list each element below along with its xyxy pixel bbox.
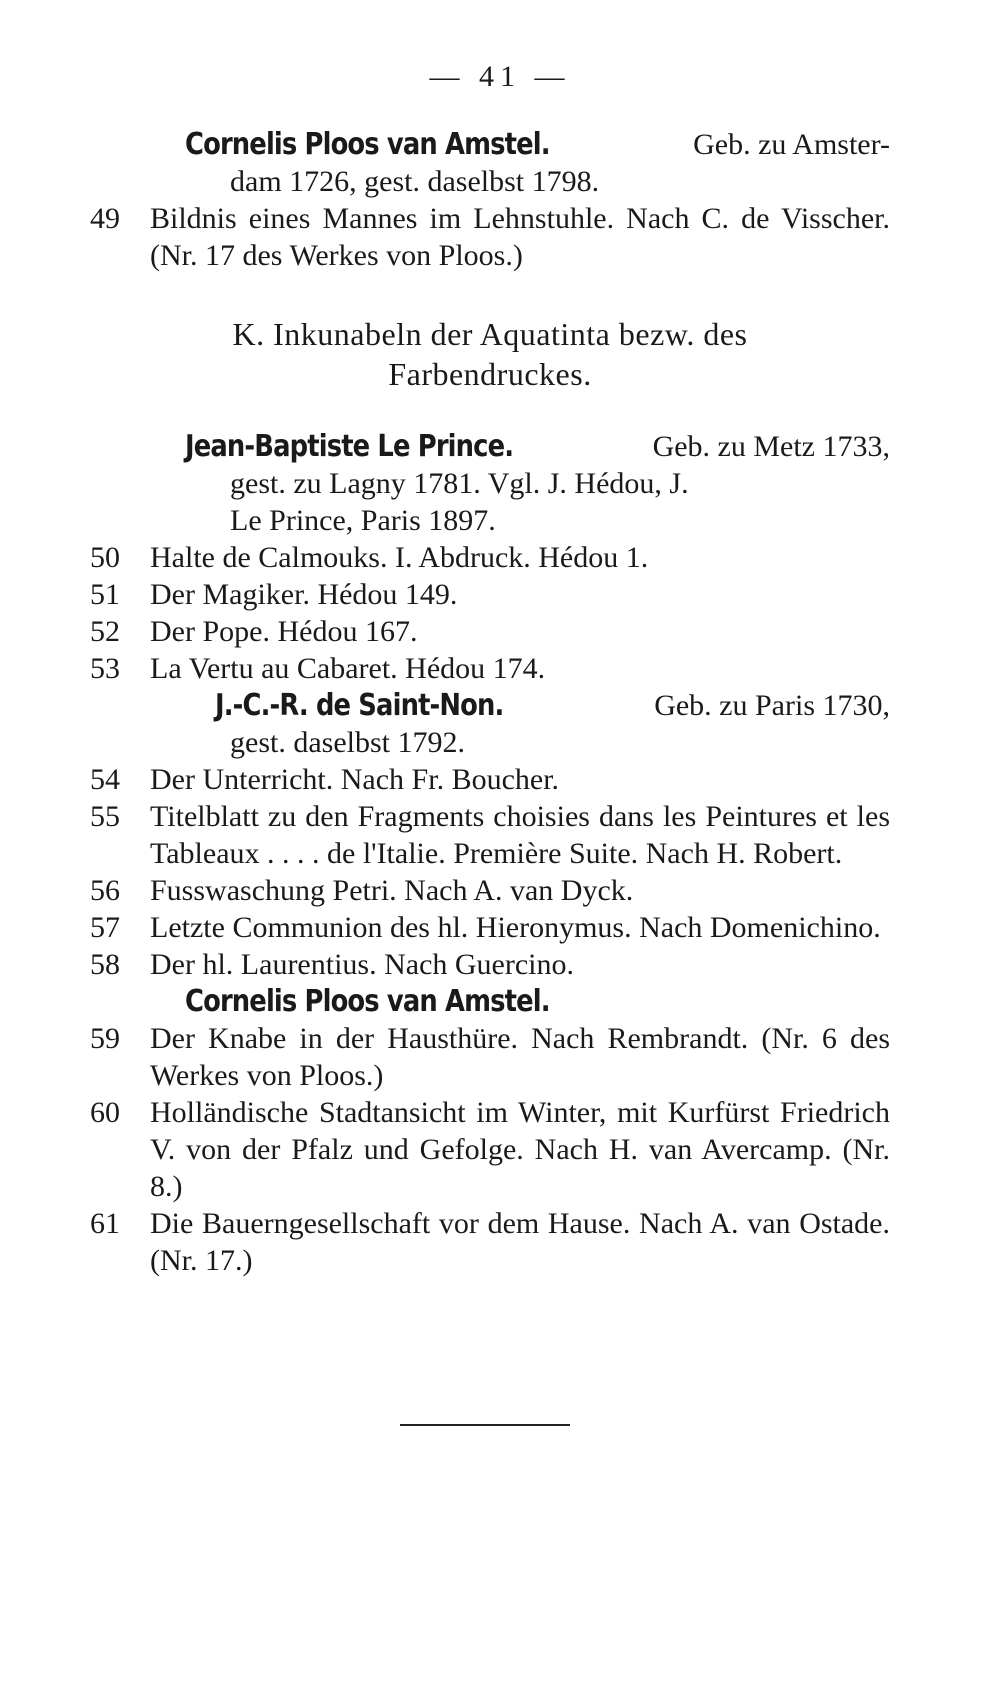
catalog-entry (90, 909, 890, 946)
artist-heading-le-prince (90, 428, 890, 465)
entry-number: 57 (90, 911, 120, 944)
artist-name: Jean-Baptiste Le Prince. (185, 429, 514, 464)
artist-dates: Geb. zu Paris 1730, (654, 689, 890, 722)
entry-text: Bildnis eines Mannes im Lehnstuhle. Nach C. de Visscher. (Nr. 17 des Werkes von Ploos.) (150, 202, 890, 272)
artist-name: J.-C.-R. de Saint-Non. (215, 688, 504, 723)
catalog-entry (90, 798, 890, 872)
catalog-entry (90, 1094, 890, 1205)
artist-heading-ploos-2 (90, 983, 890, 1020)
section-title-line: Farbendruckes. (388, 356, 592, 392)
section-title-line: K. Inkunabeln der Aquatinta bezw. des (232, 316, 748, 352)
entry-text: Die Bauerngesellschaft vor dem Hause. Nach A. van Ostade. (Nr. 17.) (150, 1207, 890, 1277)
entry-number: 49 (90, 202, 120, 235)
entry-number: 60 (90, 1096, 120, 1129)
section-title (90, 314, 890, 394)
entry-text: Fusswaschung Petri. Nach A. van Dyck. (150, 874, 634, 907)
artist-dates-cont: dam 1726, gest. daselbst 1798. (230, 165, 600, 198)
entry-text: Der Knabe in der Hausthüre. Nach Rembrandt. (Nr. 6 des Werkes von Ploos.) (150, 1022, 890, 1092)
catalog-entry (90, 1020, 890, 1094)
artist-name: Cornelis Ploos van Amstel. (185, 127, 550, 162)
artist-dates: Geb. zu Amster- (693, 128, 890, 161)
entry-text: Der hl. Laurentius. Nach Guercino. (150, 948, 575, 981)
entry-number: 58 (90, 948, 120, 981)
catalog-entry (90, 200, 890, 274)
entry-number: 59 (90, 1022, 120, 1055)
entry-text: Titelblatt zu den Fragments choisies dans les Peintures et les Tableaux . . . . de l'Italie. Première Suite. Nach H. Robert. (150, 800, 890, 870)
entry-number: 50 (90, 541, 120, 574)
entry-text: Der Pope. Hédou 167. (150, 615, 418, 648)
entry-number: 61 (90, 1207, 120, 1240)
entry-text: Holländische Stadtansicht im Winter, mit Kurfürst Friedrich V. von der Pfalz und Gefolge. Nach H. van Avercamp. (Nr. 8.) (150, 1096, 890, 1203)
artist-name: Cornelis Ploos van Amstel. (185, 984, 550, 1019)
page-number: — 41 — (429, 60, 571, 93)
entry-number: 53 (90, 652, 120, 685)
entry-number: 54 (90, 763, 120, 796)
catalog-entry (90, 1205, 890, 1279)
entry-number: 51 (90, 578, 120, 611)
artist-heading-ploos-1 (90, 126, 890, 163)
artist-dates: Geb. zu Metz 1733, (652, 430, 890, 463)
entry-text: Halte de Calmouks. I. Abdruck. Hédou 1. (150, 541, 649, 574)
entry-text: La Vertu au Cabaret. Hédou 174. (150, 652, 546, 685)
catalog-entry (90, 946, 890, 983)
catalog-entry (90, 761, 890, 798)
entry-number: 52 (90, 615, 120, 648)
catalog-entry (90, 539, 890, 576)
catalog-content (90, 126, 890, 1279)
artist-dates-cont: Le Prince, Paris 1897. (230, 504, 496, 537)
catalog-entry (90, 650, 890, 687)
artist-heading-saint-non (90, 687, 890, 724)
entry-number: 55 (90, 800, 120, 833)
entry-text: Der Magiker. Hédou 149. (150, 578, 458, 611)
artist-dates-cont: gest. daselbst 1792. (230, 726, 465, 759)
catalog-entry (90, 576, 890, 613)
entry-text: Der Unterricht. Nach Fr. Boucher. (150, 763, 560, 796)
catalog-entry (90, 872, 890, 909)
entry-number: 56 (90, 874, 120, 907)
artist-dates-cont: gest. zu Lagny 1781. Vgl. J. Hédou, J. (230, 467, 689, 500)
catalog-entry (90, 613, 890, 650)
end-rule (400, 1424, 570, 1426)
entry-text: Letzte Communion des hl. Hieronymus. Nach Domenichino. (150, 911, 881, 944)
